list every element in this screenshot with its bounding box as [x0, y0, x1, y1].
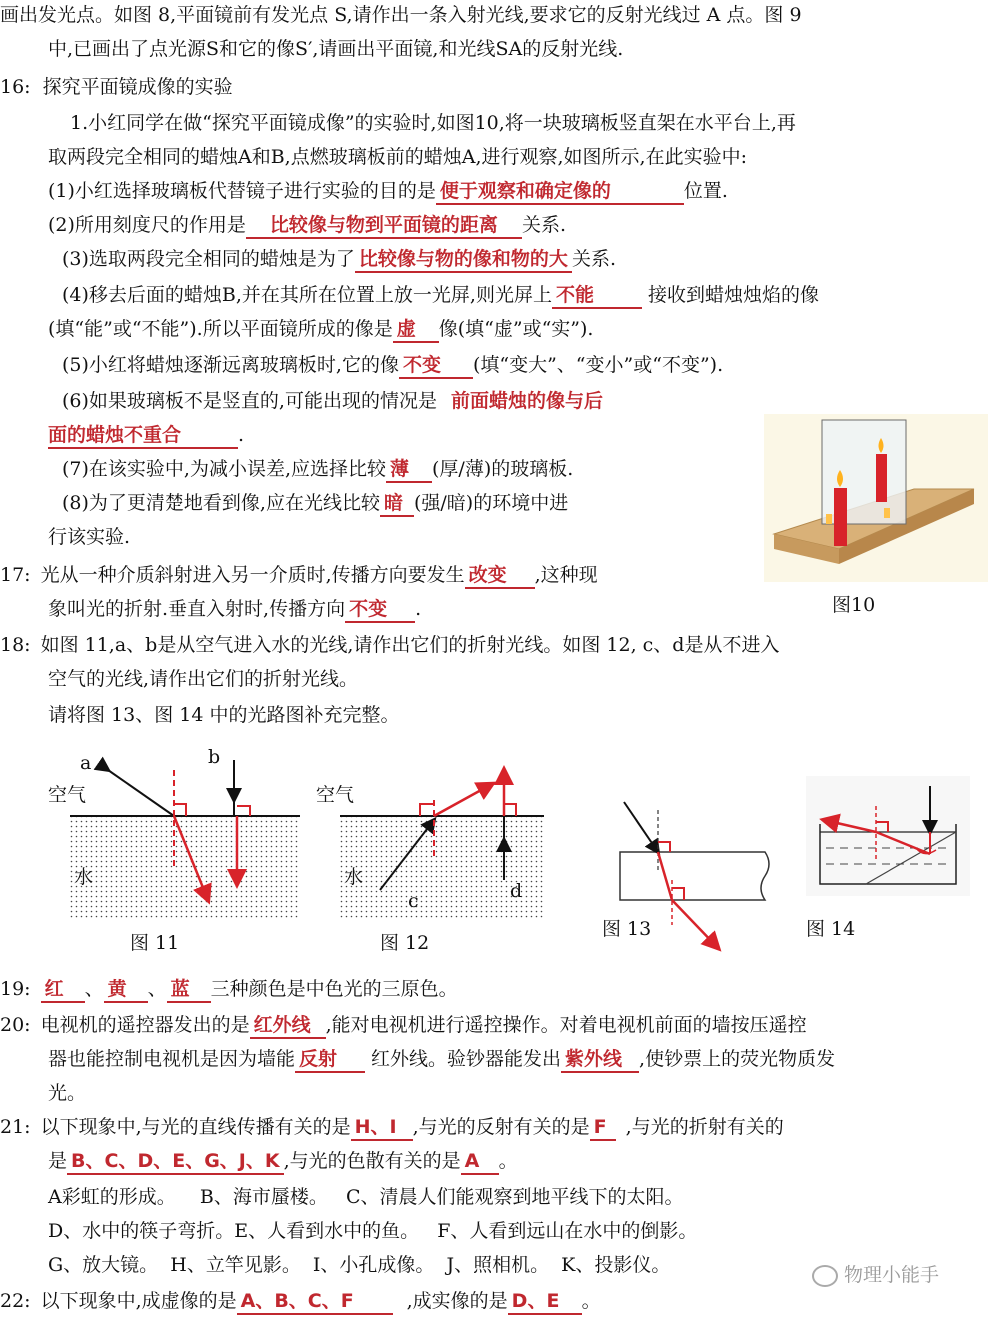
- question-19: [0, 974, 458, 1004]
- candle-a: [834, 488, 847, 546]
- question-text: 光从一种介质斜射进入另一介质时,传播方向要发生: [40, 564, 465, 586]
- question-text: 。: [498, 1150, 518, 1172]
- question-17-cont: [48, 594, 421, 624]
- question-text: 以下现象中,成虚像的是: [40, 1290, 237, 1312]
- question-20-cont: [48, 1044, 835, 1074]
- question-22: [0, 1286, 601, 1316]
- question-text: 关系.: [571, 248, 616, 270]
- right-angle-mark: [658, 842, 670, 852]
- question-text: 位置.: [683, 180, 728, 202]
- question-text: (5)小红将蜡烛逐渐远离玻璃板时,它的像: [62, 354, 399, 376]
- label-a: a: [80, 752, 92, 774]
- question-text: ,与光的反射有关的是: [412, 1116, 590, 1138]
- label-air: 空气: [316, 784, 355, 806]
- text-line: 中,已画出了点光源S和它的像S′,请画出平面镜,和光线SA的反射光线.: [48, 38, 624, 60]
- answer: A: [461, 1149, 499, 1175]
- figure-10-caption: 图10: [832, 594, 876, 616]
- answer: A、B、C、F: [237, 1289, 393, 1315]
- label-d: d: [510, 880, 523, 902]
- glass-block: [620, 852, 769, 900]
- question-text: (填“能”或“不能”).所以平面镜所成的像是: [48, 318, 393, 340]
- question-text: 以下现象中,与光的直线传播有关的是: [40, 1116, 351, 1138]
- question-text: 电视机的遥控器发出的是: [40, 1014, 250, 1036]
- question-text: (3)选取两段完全相同的蜡烛是为了: [62, 248, 355, 270]
- question-text: (厚/薄)的玻璃板.: [432, 458, 574, 480]
- wechat-icon: [812, 1265, 838, 1287]
- question-text: 象叫光的折射.垂直入射时,传播方向: [48, 598, 346, 620]
- text-line: 空气的光线,请作出它们的折射光线。: [48, 668, 359, 690]
- option-line: D、水中的筷子弯折。E、人看到水中的鱼。 F、人看到远山在水中的倒影。: [48, 1220, 698, 1242]
- right-angle-mark: [504, 804, 516, 816]
- question-21-cont: [48, 1146, 518, 1176]
- question-21: [0, 1112, 784, 1142]
- answer: 比较像与物到平面镜的距离: [246, 213, 522, 239]
- question-number: 20:: [0, 1014, 31, 1036]
- question-text: 三种颜色是中色光的三原色。: [210, 978, 458, 1000]
- answer: 不变: [399, 353, 473, 379]
- water-region: [340, 816, 544, 920]
- right-angle-mark: [420, 804, 434, 816]
- question-text: ,成实像的是: [406, 1290, 508, 1312]
- question-text: ,与光的色散有关的是: [283, 1150, 461, 1172]
- figure-13-caption: 图 13: [602, 918, 652, 940]
- text-line: 取两段完全相同的蜡烛A和B,点燃玻璃板前的蜡烛A,进行观察,如图所示,在此实验中:: [48, 146, 747, 168]
- answer: 反射: [295, 1047, 365, 1073]
- separator: 、: [84, 978, 104, 1000]
- question-text: ,与光的折射有关的: [625, 1116, 784, 1138]
- answer: 便于观察和确定像的: [436, 179, 684, 205]
- question-18: [0, 630, 779, 660]
- answer: 前面蜡烛的像与后: [450, 390, 603, 412]
- sub-question: [62, 488, 568, 518]
- answer: 不变: [345, 597, 415, 623]
- question-number: 18:: [0, 634, 31, 656]
- question-text: 接收到蜡烛烛焰的像: [647, 284, 819, 306]
- answer: H、I: [351, 1115, 413, 1141]
- question-17: [0, 560, 598, 590]
- figure-14: [806, 776, 970, 896]
- emergent-ray: [672, 900, 718, 948]
- sub-question: [62, 244, 616, 274]
- answer: F: [590, 1115, 616, 1141]
- question-text: 是: [48, 1150, 68, 1172]
- text-line: 请将图 13、图 14 中的光路图补充完整。: [48, 704, 400, 726]
- question-number: 19:: [0, 978, 31, 1000]
- answer: 黄: [104, 977, 148, 1003]
- sub-question: [48, 420, 244, 450]
- sub-question: [48, 314, 593, 344]
- glass-support: [826, 514, 832, 524]
- incident-ray: [624, 802, 658, 852]
- sub-question: [48, 210, 566, 240]
- label-b: b: [208, 746, 221, 768]
- label-air: 空气: [48, 784, 87, 806]
- question-text: (1)小红选择玻璃板代替镜子进行实验的目的是: [48, 180, 436, 202]
- answer: 红外线: [250, 1013, 326, 1039]
- question-text: 关系.: [521, 214, 566, 236]
- figure-11-caption: 图 11: [130, 932, 180, 954]
- text-line: 行该实验.: [48, 526, 131, 548]
- question-20: [0, 1010, 807, 1040]
- answer: 红: [41, 977, 85, 1003]
- question-text: 红外线。验钞器能发出: [371, 1048, 562, 1070]
- sub-question: [48, 176, 728, 206]
- question-text: (6)如果玻璃板不是竖直的,可能出现的情况是: [62, 390, 437, 412]
- question-number: 21:: [0, 1116, 31, 1138]
- answer: 比较像与物的像和物的大: [355, 247, 572, 273]
- label-water: 水: [74, 866, 94, 888]
- watermark-text: 物理小能手: [844, 1264, 940, 1286]
- right-angle-mark: [174, 804, 186, 816]
- candle-image: [876, 454, 887, 502]
- label-c: c: [408, 890, 419, 912]
- separator: 、: [147, 978, 167, 1000]
- question-text: (4)移去后面的蜡烛B,并在其所在位置上放一光屏,则光屏上: [62, 284, 552, 306]
- question-text: (填“变大”、“变小”或“不变”).: [472, 354, 724, 376]
- figure-12-caption: 图 12: [380, 932, 430, 954]
- refracted-ray-c: [434, 784, 492, 816]
- answer: 虚: [393, 317, 439, 343]
- question-text: ,使钞票上的荧光物质发: [639, 1048, 836, 1070]
- question-text: 像(填“虚”或“实”).: [438, 318, 594, 340]
- question-text: ,能对电视机进行遥控操作。对着电视机前面的墙按压遥控: [325, 1014, 807, 1036]
- question-text: (强/暗)的环境中进: [413, 492, 569, 514]
- sub-question: [62, 350, 723, 380]
- answer: 面的蜡烛不重合: [48, 423, 238, 449]
- answer: D、E: [508, 1289, 582, 1315]
- question-text: 如图 11,a、b是从空气进入水的光线,请作出它们的折射光线。如图 12, c、d是从不进入: [40, 634, 780, 656]
- question-text: 器也能控制电视机是因为墙能: [48, 1048, 296, 1070]
- question-text: .: [415, 598, 422, 620]
- sub-question: [62, 454, 573, 484]
- question-number: 16:: [0, 76, 31, 98]
- water-region: [70, 816, 300, 920]
- question-text: (8)为了更清楚地看到像,应在光线比较: [62, 492, 380, 514]
- text-line: 光。: [48, 1082, 87, 1104]
- question-text: ,这种现: [534, 564, 598, 586]
- question-number: 22:: [0, 1290, 31, 1312]
- answer: B、C、D、E、G、J、K: [67, 1149, 284, 1175]
- option-line: A彩虹的形成。 B、海市蜃楼。 C、清晨人们能观察到地平线下的太阳。: [48, 1186, 684, 1208]
- figure-12: [330, 740, 560, 920]
- text-line: 画出发光点。如图 8,平面镜前有发光点 S,请作出一条入射光线,要求它的反射光线过 A 点。图 9: [0, 4, 802, 26]
- figure-14-caption: 图 14: [806, 918, 856, 940]
- text-line: 1.小红同学在做“探究平面镜成像”的实验时,如图10,将一块玻璃板竖直架在水平台上,再: [70, 112, 796, 134]
- watermark: [812, 1260, 939, 1287]
- question-text: .: [238, 424, 245, 446]
- question-number: 17:: [0, 564, 31, 586]
- glass-support: [884, 508, 890, 518]
- answer: 蓝: [167, 977, 211, 1003]
- figure-10-illustration: [764, 414, 988, 582]
- question-text: (2)所用刻度尺的作用是: [48, 214, 246, 236]
- question-title: 探究平面镜成像的实验: [42, 76, 233, 98]
- answer: 薄: [386, 457, 432, 483]
- question-text: (7)在该实验中,为减小误差,应选择比较: [62, 458, 386, 480]
- right-angle-mark: [237, 806, 250, 816]
- sub-question: [62, 280, 819, 310]
- label-water: 水: [344, 866, 364, 888]
- option-line: G、放大镜。 H、立竿见影。 I、小孔成像。 J、照相机。 K、投影仪。: [48, 1254, 671, 1276]
- question-text: 。: [581, 1290, 601, 1312]
- sub-question: [62, 386, 607, 416]
- question-16-heading: [0, 72, 233, 102]
- incident-ray-a: [108, 770, 174, 816]
- answer: 暗: [380, 491, 414, 517]
- answer: 改变: [465, 563, 535, 589]
- answer: 紫外线: [561, 1047, 639, 1073]
- answer: 不能: [552, 283, 642, 309]
